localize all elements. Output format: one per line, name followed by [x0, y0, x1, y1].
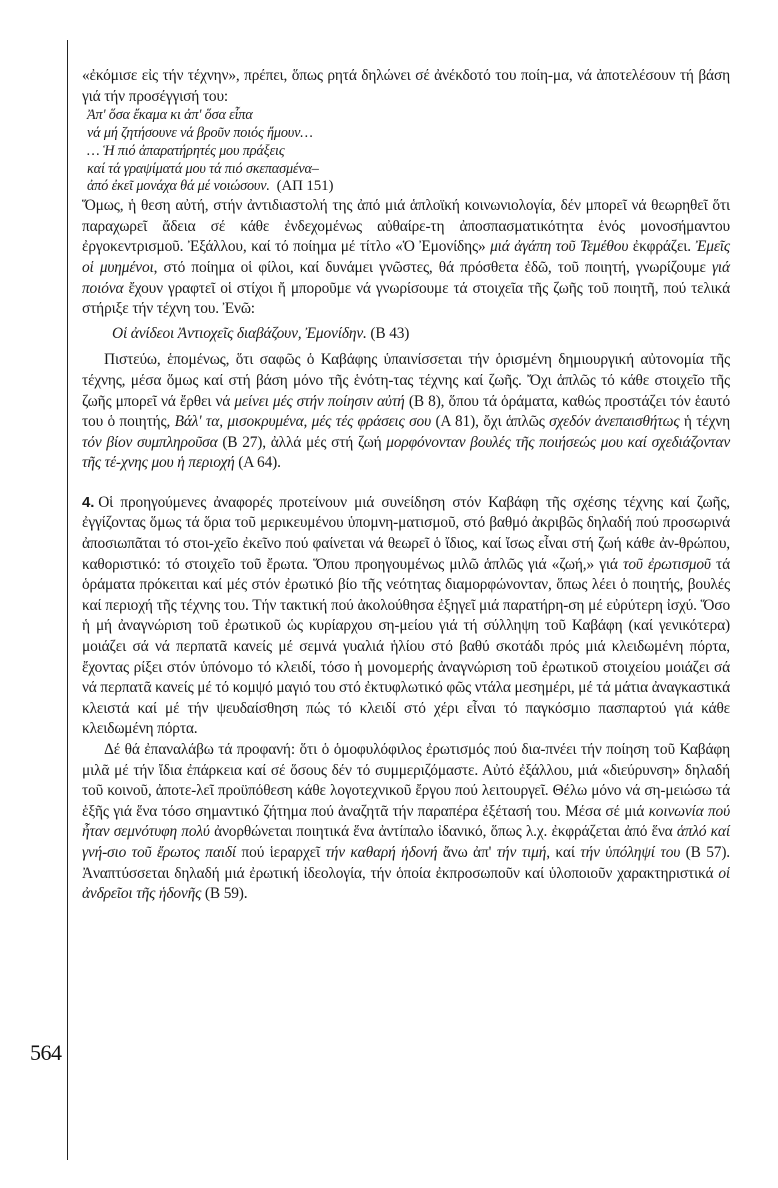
text-run: (Β 27), ἀλλά μές στή ζωή	[217, 433, 387, 451]
text-run: ἔχουν γραφτεῖ οἱ στίχοι ἤ μποροῦμε νά γνωρίσουμε τά στοιχεῖα τῆς ζωῆς τοῦ ποιητῆ, πού τελικά στήριξε τήν τέχνη του. Ἐνῶ:	[82, 279, 730, 318]
text-run: τά ὁράματα πρόκειται καί μές στόν ἐρωτικό βίο τῆς νεότητας διαμορφώνονταν, ὅπως λέει ὁ ποιητής, βουλές καί περιοχή τῆς τέχνης του. Τήν τακτική πού ἀκολούθησα ἐξηγεῖ μιά παρατήρη-ση μέ εὐρύτερη ἰσχύ. Ὅσο ἡ μή ἀναγνώριση τοῦ ἐρωτικοῦ ὡς κυρίαρχου ση-μείου γιά τή σύλληψη τοῦ Καβάφη (καί γενικότερα) μοιάζει σά νά περπατᾶ κανείς μέ σεμνά γυαλιά ἡλίου στό βαθύ σκοτάδι πρός μιά κλειδωμένη πόρτα, ἔχοντας ρίξει στόν ὑπόνομο τό κλειδί, τόσο ἡ μονομερής ἀναγνώριση τοῦ ἐρωτικοῦ στοιχείου μοιάζει σά νά περπατᾶ κανείς μέ τό κομψό μαγιό του στό ἐκτυφλωτικό φῶς ντάλα μεσημέρι, μέ τά μάτια ἀναγκαστικά κλειστά καί μέ τήν ψευδαίσθηση πώς τό κλειδί στό χέρι εἶναι τό παγκόσμιο πασπαρτού γιά κάθε κλειδωμένη πόρτα.	[82, 555, 731, 738]
verse-quote-1	[87, 107, 730, 196]
text-run: Πιστεύω, ἑπομένως, ὅτι σαφῶς ὁ Καβάφης ὑπαινίσσεται τήν ὁρισμένη δημιουργική αὐτονομία τῆς τέχνης, μέσα ὅμως καί στή βάση μόνο τῆς ἑνότη-τας τέχνης καί ζωῆς. Ὄχι ἁπλῶς τό κάθε στοιχεῖο τῆς ζωῆς μπορεῖ νά ἔρθει νά	[82, 351, 730, 410]
italic-quote: τήν καθαρή ἡδονή	[325, 843, 438, 861]
italic-quote: κοινωνία πού ἦταν σεμνότυφη πολύ	[82, 802, 730, 841]
text-run: (Β 59).	[201, 885, 248, 903]
italic-quote: οἱ ἀνδρεῖοι τῆς ἡδονῆς	[82, 864, 730, 903]
italic-quote: μορφόνονταν βουλές τῆς ποιήσεώς μου καί σχεδιάζονταν τῆς τέ-χνης μου ἡ περιοχή	[82, 433, 730, 472]
italic-quote: γιά ποιόνα	[82, 258, 730, 297]
margin-rule	[67, 40, 68, 1160]
text-run: Δέ θά ἐπαναλάβω τά προφανή: ὅτι ὁ ὁμοφυλόφιλος ἐρωτισμός πού δια-πνέει τήν ποίηση τοῦ Καβάφη μιλᾶ μέ τήν ἴδια ἐπάρκεια καί σέ ὅσους δέν τό συμμεριζόμαστε. Αὐτό ἐξάλλου, μιά «διεύρυνση» δηλαδή τοῦ κοινοῦ, ἀποτε-λεῖ προϋπόθεση κάθε λογοτεχνικοῦ ἔργου πού λειτουργεῖ. Θέλω μόνο νά ση-μειώσω τά ἑξῆς γιά ἕνα τόσο σημαντικό ζήτημα πού ἀναζητᾶ τήν παραπέρα ἐξέτασή του. Μέσα σέ μιά	[82, 741, 730, 820]
paragraph-4	[82, 493, 730, 740]
verse-quote-2	[112, 324, 730, 345]
section-number: 4.	[82, 493, 95, 511]
page-number: 564	[30, 1040, 62, 1065]
paragraph-2	[82, 196, 730, 320]
text-run: (Α 64).	[234, 454, 281, 472]
text-run: ἡ τέχνη	[679, 413, 730, 431]
italic-quote: τόν βίον συμπληροῦσα	[82, 433, 218, 451]
italic-quote: Βάλ' τα, μισοκρυμένα, μές τές φράσεις σου	[174, 413, 431, 431]
verse-line: Ἀπ' ὅσα ἔκαμα κι ἀπ' ὅσα εἶπα	[87, 107, 253, 124]
verse-line-text: ἀπό ἐκεῖ μονάχα θά μέ νοιώσουν.	[87, 178, 270, 195]
text-run: ἄνω ἀπ'	[437, 843, 497, 861]
text-run: (Β 8), ὅπου τά ὁράματα, καθώς προστάζει τόν ἑαυτό του ὁ ποιητής,	[82, 392, 730, 431]
text-run: , καί	[546, 843, 581, 861]
verse-line: καί τά γραψίματά μου τά πιό σκεπασμένα–	[87, 160, 319, 177]
verse-line: … Ἡ πιό ἀπαρατήρητές μου πράξεις	[87, 142, 285, 159]
italic-quote: σχεδόν ἀνεπαισθήτως	[549, 413, 680, 431]
text-run: (Β 57). Ἀναπτύσσεται δηλαδή μιά ἐρωτική ἰδεολογία, τήν ὁποία ἐκπροσωποῦν καί ὑλοποιοῦν χαρακτηριστικά	[82, 843, 730, 882]
italic-quote: τήν τιμή	[496, 843, 547, 861]
italic-quote: τήν ὑπόληψί του	[580, 843, 681, 861]
paragraph-5	[82, 740, 730, 905]
paragraph-4-text	[82, 494, 730, 738]
verse-line: νά μή ζητήσουνε νά βροῦν ποιός ἤμουν…	[87, 124, 313, 141]
verse-reference: (Β 43)	[370, 324, 410, 342]
text-run: ἐκφράζει.	[628, 238, 696, 256]
text-run: ἀνορθώνεται ποιητικά ἕνα ἀντίπαλο ἰδανικό, ὅπως λ.χ. ἐκφράζεται ἀπό ἕνα	[209, 823, 677, 841]
text-run: Ὅμως, ἡ θεση αὐτή, στήν ἀντιδιαστολή της ἀπό μιά ἁπλοϊκή κοινωνιολογία, δέν μπορεῖ νά θεωρηθεῖ ὅτι παραχωρεῖ ἄδεια σέ κάθε ἐνδεχομένως αὐθαίρε-τη ἀποσπασματικότητα ἑνός μονοσήμαντου ἐργοκεντρισμοῦ. Ἐξάλλου, καί τό ποίημα μέ τίτλο «Ὁ Ἐμονίδης»	[82, 197, 730, 256]
paragraph-1: «ἐκόμισε εἰς τήν τέχνην», πρέπει, ὅπως ρητά δηλώνει σέ ἀνέκδοτό του ποίη-μα, νά ἀποτελέσουν τή βάση γιά τήν προσέγγισή του:	[82, 67, 730, 105]
text-run: Οἱ προηγούμενες ἀναφορές προτείνουν μιά συνείδηση στόν Καβάφη τῆς σχέσης τέχνης καί ζωῆς, ἐγγίζοντας ὅμως τά ὅρια τοῦ μερικευμένου ὑπομνη-ματισμοῦ, στό βαθμό ἀκριβῶς δηλαδή πού προσωρινά ἀποσιωπᾶται τό στοι-χεῖο ἐκεῖνο πού φαίνεται νά θεωρεῖ ὁ ἴδιος, καί ἴσως εἶναι στή ζωή κάθε ἀν-θρώπου, καθοριστικό: τό στοιχεῖο τοῦ ἔρωτα. Ὅπου προηγουμένως μιλῶ ἁπλῶς γιά «ζωή,» γιά	[82, 493, 730, 573]
verse-reference: (ΑΠ 151)	[276, 178, 334, 195]
italic-quote: μείνει μές στήν ποίησιν αὐτή	[234, 392, 405, 410]
body-text	[82, 66, 730, 905]
italic-quote: ἁπλό καί γνή-σιο τοῦ ἔρωτος παιδί	[82, 823, 730, 861]
text-run: πού ἱεραρχεῖ	[236, 843, 326, 861]
italic-quote: μιά ἀγάπη τοῦ Τεμέθου	[490, 238, 629, 256]
verse-line: Οἱ ἀνίδεοι Ἀντιοχεῖς διαβάζουν, Ἐμονίδην.	[112, 324, 367, 342]
text-run: , στό ποίημα οἱ φίλοι, καί δυνάμει γνῶστες, θά πρόσθετα ἐδῶ, τοῦ ποιητή, γνωρίζουμε	[153, 258, 713, 276]
verse-line	[87, 178, 730, 196]
text-run: (Α 81), ὄχι ἁπλῶς	[431, 413, 550, 431]
paragraph-3	[82, 350, 730, 474]
italic-quote: Ἐμεῖς οἱ μυημένοι	[82, 238, 730, 276]
italic-quote: τοῦ ἐρωτισμοῦ	[622, 555, 711, 573]
